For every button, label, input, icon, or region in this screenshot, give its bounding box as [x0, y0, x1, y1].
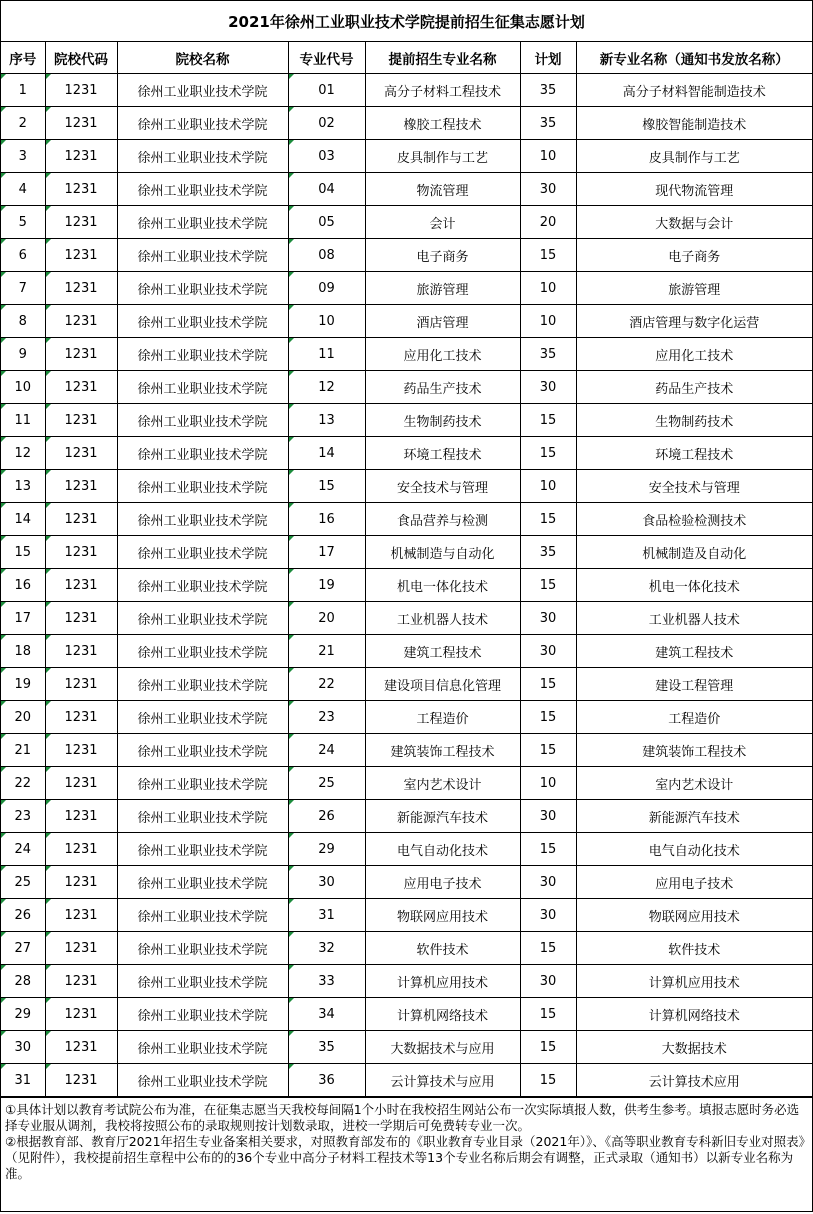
- cell-seq: 28: [1, 965, 45, 998]
- cell-school-code: 1231: [45, 536, 117, 569]
- cell-school-code: 1231: [45, 140, 117, 173]
- cell-major-name: 物联网应用技术: [365, 899, 520, 932]
- cell-seq: 13: [1, 470, 45, 503]
- cell-new-major-name: 计算机应用技术: [576, 965, 812, 998]
- cell-plan: 15: [520, 734, 576, 767]
- cell-school-code: 1231: [45, 107, 117, 140]
- cell-school-name: 徐州工业职业技术学院: [117, 272, 288, 305]
- cell-plan: 20: [520, 206, 576, 239]
- cell-seq: 27: [1, 932, 45, 965]
- cell-school-name: 徐州工业职业技术学院: [117, 338, 288, 371]
- cell-school-name: 徐州工业职业技术学院: [117, 998, 288, 1031]
- header-seq: 序号: [1, 42, 45, 74]
- cell-major-code: 13: [288, 404, 365, 437]
- cell-major-name: 高分子材料工程技术: [365, 74, 520, 107]
- cell-major-code: 29: [288, 833, 365, 866]
- header-school-name: 院校名称: [117, 42, 288, 74]
- cell-school-code: 1231: [45, 470, 117, 503]
- table-row: [1, 503, 812, 536]
- cell-new-major-name: 旅游管理: [576, 272, 812, 305]
- cell-school-name: 徐州工业职业技术学院: [117, 866, 288, 899]
- cell-new-major-name: 机械制造及自动化: [576, 536, 812, 569]
- cell-new-major-name: 新能源汽车技术: [576, 800, 812, 833]
- cell-major-code: 12: [288, 371, 365, 404]
- cell-new-major-name: 室内艺术设计: [576, 767, 812, 800]
- cell-major-name: 软件技术: [365, 932, 520, 965]
- cell-school-name: 徐州工业职业技术学院: [117, 107, 288, 140]
- cell-plan: 10: [520, 305, 576, 338]
- cell-major-name: 建设项目信息化管理: [365, 668, 520, 701]
- cell-seq: 5: [1, 206, 45, 239]
- cell-seq: 16: [1, 569, 45, 602]
- cell-seq: 15: [1, 536, 45, 569]
- cell-seq: 18: [1, 635, 45, 668]
- cell-plan: 15: [520, 833, 576, 866]
- cell-major-code: 23: [288, 701, 365, 734]
- cell-new-major-name: 高分子材料智能制造技术: [576, 74, 812, 107]
- cell-school-name: 徐州工业职业技术学院: [117, 140, 288, 173]
- cell-school-code: 1231: [45, 800, 117, 833]
- cell-plan: 35: [520, 74, 576, 107]
- cell-new-major-name: 物联网应用技术: [576, 899, 812, 932]
- cell-plan: 10: [520, 767, 576, 800]
- cell-school-name: 徐州工业职业技术学院: [117, 371, 288, 404]
- cell-new-major-name: 现代物流管理: [576, 173, 812, 206]
- table-row: [1, 734, 812, 767]
- cell-major-code: 03: [288, 140, 365, 173]
- cell-school-name: 徐州工业职业技术学院: [117, 965, 288, 998]
- cell-plan: 15: [520, 503, 576, 536]
- cell-school-code: 1231: [45, 635, 117, 668]
- table-row: [1, 140, 812, 173]
- cell-seq: 7: [1, 272, 45, 305]
- cell-plan: 15: [520, 1031, 576, 1064]
- cell-major-code: 04: [288, 173, 365, 206]
- cell-new-major-name: 大数据与会计: [576, 206, 812, 239]
- sheet-title: 2021年徐州工业职业技术学院提前招生征集志愿计划: [1, 1, 812, 42]
- table-row: [1, 1064, 812, 1097]
- cell-school-name: 徐州工业职业技术学院: [117, 635, 288, 668]
- cell-major-name: 建筑装饰工程技术: [365, 734, 520, 767]
- cell-plan: 35: [520, 338, 576, 371]
- cell-major-name: 食品营养与检测: [365, 503, 520, 536]
- table-row: [1, 404, 812, 437]
- cell-major-name: 大数据技术与应用: [365, 1031, 520, 1064]
- plan-table-body: [1, 74, 812, 1097]
- cell-major-code: 11: [288, 338, 365, 371]
- cell-plan: 15: [520, 998, 576, 1031]
- cell-school-code: 1231: [45, 239, 117, 272]
- cell-school-name: 徐州工业职业技术学院: [117, 602, 288, 635]
- table-row: [1, 635, 812, 668]
- cell-seq: 24: [1, 833, 45, 866]
- cell-plan: 10: [520, 470, 576, 503]
- cell-plan: 35: [520, 107, 576, 140]
- cell-school-code: 1231: [45, 338, 117, 371]
- cell-major-name: 工业机器人技术: [365, 602, 520, 635]
- cell-major-code: 16: [288, 503, 365, 536]
- cell-major-code: 09: [288, 272, 365, 305]
- cell-school-name: 徐州工业职业技术学院: [117, 239, 288, 272]
- cell-school-name: 徐州工业职业技术学院: [117, 569, 288, 602]
- cell-seq: 25: [1, 866, 45, 899]
- cell-school-name: 徐州工业职业技术学院: [117, 305, 288, 338]
- cell-school-code: 1231: [45, 437, 117, 470]
- cell-school-code: 1231: [45, 998, 117, 1031]
- cell-school-name: 徐州工业职业技术学院: [117, 800, 288, 833]
- note-1: ①具体计划以教育考试院公布为准，在征集志愿当天我校每间隔1个小时在我校招生网站公布一次实际填报人数，供考生参考。填报志愿时务必选择专业服从调剂，我校将按照公布的录取规则按计划数录取，进校一学期后可免费转专业一次。: [5, 1102, 800, 1133]
- cell-new-major-name: 环境工程技术: [576, 437, 812, 470]
- cell-plan: 15: [520, 701, 576, 734]
- cell-new-major-name: 安全技术与管理: [576, 470, 812, 503]
- cell-new-major-name: 电子商务: [576, 239, 812, 272]
- header-new-major-name: 新专业名称（通知书发放名称）: [576, 42, 812, 74]
- cell-new-major-name: 酒店管理与数字化运营: [576, 305, 812, 338]
- cell-new-major-name: 皮具制作与工艺: [576, 140, 812, 173]
- cell-school-name: 徐州工业职业技术学院: [117, 173, 288, 206]
- table-row: [1, 800, 812, 833]
- cell-major-name: 机电一体化技术: [365, 569, 520, 602]
- cell-seq: 17: [1, 602, 45, 635]
- cell-school-name: 徐州工业职业技术学院: [117, 470, 288, 503]
- cell-major-code: 10: [288, 305, 365, 338]
- cell-school-name: 徐州工业职业技术学院: [117, 437, 288, 470]
- cell-seq: 26: [1, 899, 45, 932]
- cell-plan: 15: [520, 239, 576, 272]
- cell-major-code: 25: [288, 767, 365, 800]
- cell-school-name: 徐州工业职业技术学院: [117, 932, 288, 965]
- cell-major-code: 26: [288, 800, 365, 833]
- cell-school-code: 1231: [45, 833, 117, 866]
- cell-major-code: 20: [288, 602, 365, 635]
- cell-major-code: 30: [288, 866, 365, 899]
- cell-plan: 15: [520, 437, 576, 470]
- table-row: [1, 272, 812, 305]
- cell-school-code: 1231: [45, 74, 117, 107]
- cell-seq: 21: [1, 734, 45, 767]
- cell-new-major-name: 工程造价: [576, 701, 812, 734]
- header-row: [1, 42, 812, 74]
- cell-major-code: 35: [288, 1031, 365, 1064]
- cell-major-name: 室内艺术设计: [365, 767, 520, 800]
- cell-school-code: 1231: [45, 173, 117, 206]
- cell-school-code: 1231: [45, 965, 117, 998]
- cell-seq: 12: [1, 437, 45, 470]
- cell-major-name: 电子商务: [365, 239, 520, 272]
- cell-major-name: 应用电子技术: [365, 866, 520, 899]
- cell-plan: 30: [520, 965, 576, 998]
- cell-plan: 30: [520, 602, 576, 635]
- notes: [1, 1097, 812, 1211]
- table-row: [1, 74, 812, 107]
- table-row: [1, 569, 812, 602]
- header-school-code: 院校代码: [45, 42, 117, 74]
- cell-school-name: 徐州工业职业技术学院: [117, 899, 288, 932]
- header-plan: 计划: [520, 42, 576, 74]
- cell-major-name: 物流管理: [365, 173, 520, 206]
- cell-plan: 30: [520, 899, 576, 932]
- cell-seq: 10: [1, 371, 45, 404]
- cell-seq: 1: [1, 74, 45, 107]
- cell-major-code: 36: [288, 1064, 365, 1097]
- cell-major-name: 药品生产技术: [365, 371, 520, 404]
- cell-school-name: 徐州工业职业技术学院: [117, 668, 288, 701]
- cell-school-code: 1231: [45, 272, 117, 305]
- cell-major-code: 31: [288, 899, 365, 932]
- cell-seq: 8: [1, 305, 45, 338]
- cell-major-name: 计算机网络技术: [365, 998, 520, 1031]
- cell-major-name: 安全技术与管理: [365, 470, 520, 503]
- cell-new-major-name: 食品检验检测技术: [576, 503, 812, 536]
- table-row: [1, 470, 812, 503]
- cell-school-code: 1231: [45, 932, 117, 965]
- cell-major-code: 32: [288, 932, 365, 965]
- cell-major-name: 云计算技术与应用: [365, 1064, 520, 1097]
- cell-major-code: 24: [288, 734, 365, 767]
- cell-major-name: 旅游管理: [365, 272, 520, 305]
- cell-plan: 10: [520, 272, 576, 305]
- cell-major-code: 19: [288, 569, 365, 602]
- cell-school-code: 1231: [45, 206, 117, 239]
- cell-seq: 31: [1, 1064, 45, 1097]
- cell-new-major-name: 药品生产技术: [576, 371, 812, 404]
- cell-plan: 30: [520, 800, 576, 833]
- cell-new-major-name: 软件技术: [576, 932, 812, 965]
- cell-school-code: 1231: [45, 503, 117, 536]
- cell-major-code: 33: [288, 965, 365, 998]
- table-row: [1, 932, 812, 965]
- cell-new-major-name: 应用电子技术: [576, 866, 812, 899]
- plan-table: [1, 42, 812, 1097]
- cell-school-name: 徐州工业职业技术学院: [117, 503, 288, 536]
- cell-new-major-name: 电气自动化技术: [576, 833, 812, 866]
- cell-seq: 6: [1, 239, 45, 272]
- cell-major-name: 电气自动化技术: [365, 833, 520, 866]
- cell-major-name: 生物制药技术: [365, 404, 520, 437]
- cell-new-major-name: 建设工程管理: [576, 668, 812, 701]
- cell-school-code: 1231: [45, 1064, 117, 1097]
- header-major-code: 专业代号: [288, 42, 365, 74]
- cell-major-code: 14: [288, 437, 365, 470]
- cell-major-code: 15: [288, 470, 365, 503]
- cell-school-name: 徐州工业职业技术学院: [117, 767, 288, 800]
- cell-school-code: 1231: [45, 734, 117, 767]
- table-row: [1, 998, 812, 1031]
- cell-school-code: 1231: [45, 569, 117, 602]
- table-row: [1, 173, 812, 206]
- cell-school-name: 徐州工业职业技术学院: [117, 1064, 288, 1097]
- cell-major-code: 22: [288, 668, 365, 701]
- cell-school-code: 1231: [45, 371, 117, 404]
- cell-plan: 15: [520, 1064, 576, 1097]
- cell-seq: 20: [1, 701, 45, 734]
- cell-seq: 9: [1, 338, 45, 371]
- table-row: [1, 602, 812, 635]
- cell-school-code: 1231: [45, 1031, 117, 1064]
- cell-seq: 29: [1, 998, 45, 1031]
- cell-new-major-name: 橡胶智能制造技术: [576, 107, 812, 140]
- note-2: ②根据教育部、教育厅2021年招生专业备案相关要求，对照教育部发布的《职业教育专业目录（2021年）》、《高等职业教育专科新旧专业对照表》（见附件），我校提前招生章程中公布的的36个专业中高分子材料工程技术等13个专业名称后期会有调整，正式录取（通知书）以新专业名称为准。: [5, 1134, 805, 1181]
- table-row: [1, 239, 812, 272]
- table-row: [1, 668, 812, 701]
- table-row: [1, 305, 812, 338]
- table-row: [1, 1031, 812, 1064]
- cell-new-major-name: 计算机网络技术: [576, 998, 812, 1031]
- cell-major-name: 新能源汽车技术: [365, 800, 520, 833]
- cell-plan: 30: [520, 866, 576, 899]
- cell-major-name: 机械制造与自动化: [365, 536, 520, 569]
- cell-major-code: 21: [288, 635, 365, 668]
- cell-plan: 15: [520, 932, 576, 965]
- cell-major-name: 橡胶工程技术: [365, 107, 520, 140]
- cell-seq: 23: [1, 800, 45, 833]
- table-row: [1, 866, 812, 899]
- cell-major-name: 应用化工技术: [365, 338, 520, 371]
- table-row: [1, 371, 812, 404]
- cell-new-major-name: 建筑工程技术: [576, 635, 812, 668]
- cell-seq: 4: [1, 173, 45, 206]
- cell-major-code: 08: [288, 239, 365, 272]
- cell-major-name: 建筑工程技术: [365, 635, 520, 668]
- table-row: [1, 536, 812, 569]
- cell-seq: 14: [1, 503, 45, 536]
- cell-new-major-name: 生物制药技术: [576, 404, 812, 437]
- cell-major-code: 17: [288, 536, 365, 569]
- cell-major-code: 05: [288, 206, 365, 239]
- cell-plan: 10: [520, 140, 576, 173]
- cell-school-code: 1231: [45, 866, 117, 899]
- cell-school-name: 徐州工业职业技术学院: [117, 833, 288, 866]
- cell-major-code: 01: [288, 74, 365, 107]
- cell-plan: 30: [520, 173, 576, 206]
- cell-plan: 15: [520, 569, 576, 602]
- table-row: [1, 701, 812, 734]
- cell-seq: 3: [1, 140, 45, 173]
- table-row: [1, 338, 812, 371]
- cell-major-code: 34: [288, 998, 365, 1031]
- cell-school-name: 徐州工业职业技术学院: [117, 536, 288, 569]
- table-row: [1, 107, 812, 140]
- table-row: [1, 206, 812, 239]
- cell-new-major-name: 应用化工技术: [576, 338, 812, 371]
- cell-school-name: 徐州工业职业技术学院: [117, 701, 288, 734]
- cell-school-code: 1231: [45, 767, 117, 800]
- table-row: [1, 965, 812, 998]
- table-row: [1, 767, 812, 800]
- cell-major-name: 皮具制作与工艺: [365, 140, 520, 173]
- cell-seq: 19: [1, 668, 45, 701]
- cell-new-major-name: 工业机器人技术: [576, 602, 812, 635]
- cell-school-name: 徐州工业职业技术学院: [117, 74, 288, 107]
- table-row: [1, 437, 812, 470]
- cell-seq: 11: [1, 404, 45, 437]
- cell-school-code: 1231: [45, 668, 117, 701]
- cell-plan: 35: [520, 536, 576, 569]
- cell-school-name: 徐州工业职业技术学院: [117, 404, 288, 437]
- cell-school-name: 徐州工业职业技术学院: [117, 206, 288, 239]
- cell-seq: 22: [1, 767, 45, 800]
- cell-new-major-name: 建筑装饰工程技术: [576, 734, 812, 767]
- cell-seq: 2: [1, 107, 45, 140]
- cell-school-name: 徐州工业职业技术学院: [117, 1031, 288, 1064]
- cell-school-code: 1231: [45, 602, 117, 635]
- cell-major-name: 计算机应用技术: [365, 965, 520, 998]
- header-major-name: 提前招生专业名称: [365, 42, 520, 74]
- table-row: [1, 833, 812, 866]
- cell-school-name: 徐州工业职业技术学院: [117, 734, 288, 767]
- cell-major-name: 环境工程技术: [365, 437, 520, 470]
- cell-new-major-name: 大数据技术: [576, 1031, 812, 1064]
- cell-major-code: 02: [288, 107, 365, 140]
- cell-major-name: 会计: [365, 206, 520, 239]
- cell-major-name: 酒店管理: [365, 305, 520, 338]
- cell-plan: 15: [520, 668, 576, 701]
- cell-major-name: 工程造价: [365, 701, 520, 734]
- cell-new-major-name: 云计算技术应用: [576, 1064, 812, 1097]
- cell-plan: 15: [520, 404, 576, 437]
- cell-school-code: 1231: [45, 899, 117, 932]
- cell-school-code: 1231: [45, 305, 117, 338]
- cell-school-code: 1231: [45, 701, 117, 734]
- table-row: [1, 899, 812, 932]
- cell-seq: 30: [1, 1031, 45, 1064]
- cell-plan: 30: [520, 371, 576, 404]
- cell-plan: 30: [520, 635, 576, 668]
- cell-school-code: 1231: [45, 404, 117, 437]
- cell-new-major-name: 机电一体化技术: [576, 569, 812, 602]
